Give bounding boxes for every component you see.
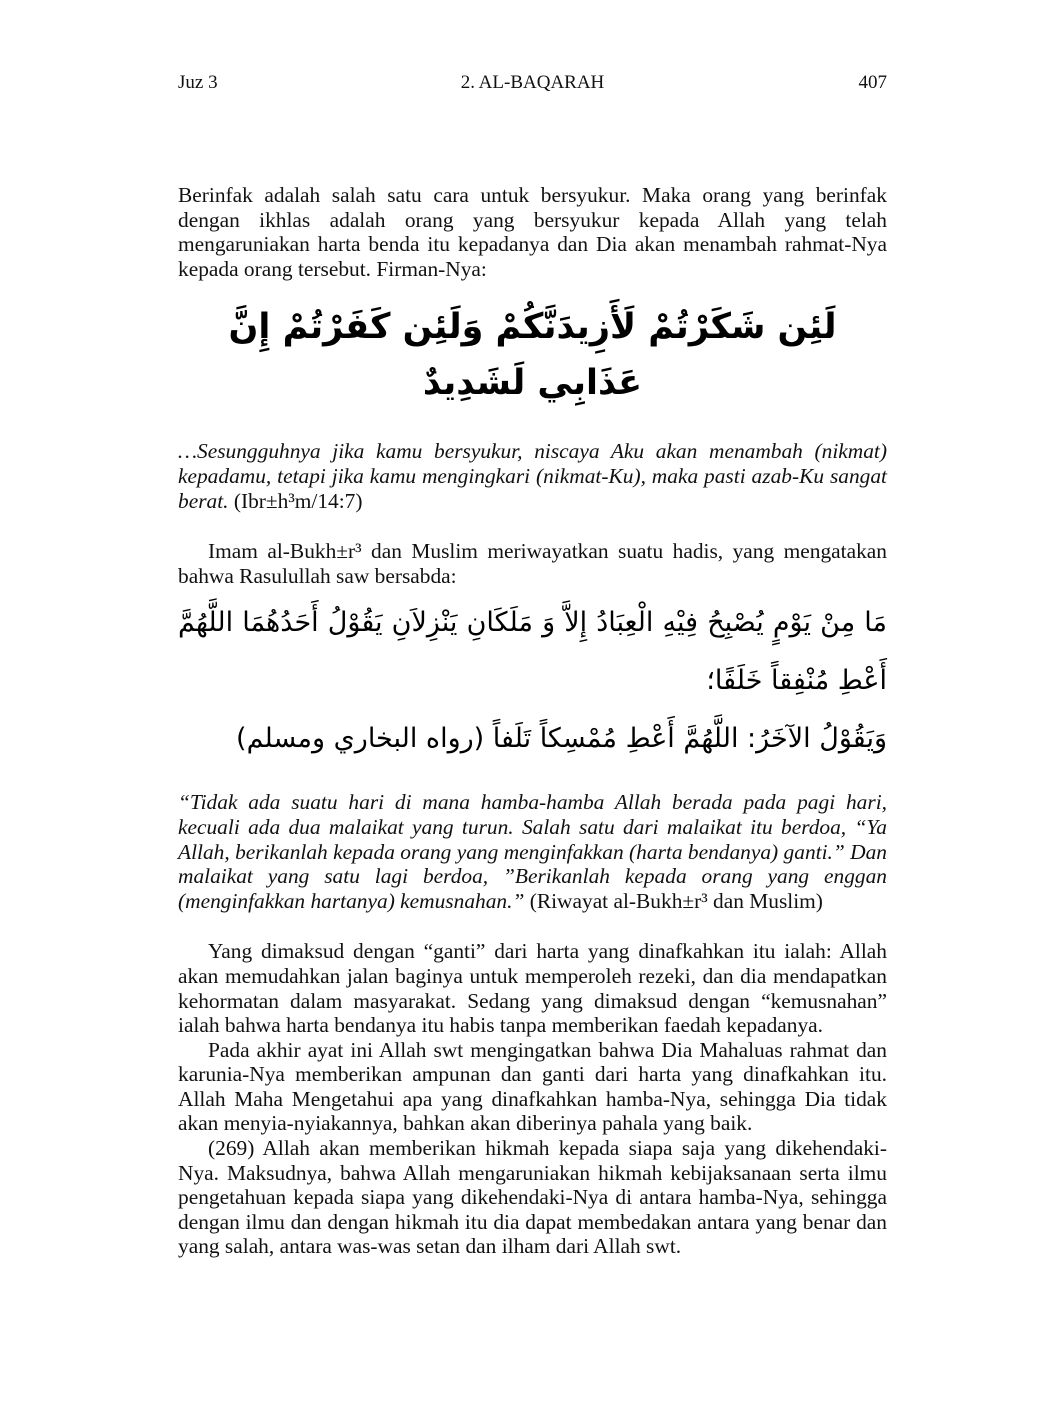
page-number: 407 — [858, 72, 887, 93]
verse-translation: …Sesungguhnya jika kamu bersyukur, niscaya Aku akan menambah (nikmat) kepadamu, tetapi jika kamu mengingkari (nikmat-Ku), maka pasti azab-Ku sangat berat. — [178, 439, 887, 513]
paragraph-end-of-verse: Pada akhir ayat ini Allah swt mengingatkan bahwa Dia Mahaluas rahmat dan karunia-Nya memberikan ampunan dan ganti dari harta yang dinafkahkan itu. Allah Maha Mengetahui apa yang dinafkahkan hamba-Nya, sehingga Dia tidak akan menyia-nyiakannya, bahkan akan diberinya pahala yang baik. — [178, 1037, 887, 1136]
hadith-arabic-line-1: مَا مِنْ يَوْمٍ يُصْبِحُ فِيْهِ الْعِبَادُ إِلاَّ وَ مَلَكَانِ يَنْزِلاَنِ يَقُوْلُ أَحَدُهُمَا اللَّهُمَّ أَعْطِ مُنْفِقاً خَلَفًا؛ — [178, 607, 887, 697]
quran-verse-arabic: لَئِن شَكَرْتُمْ لَأَزِيدَنَّكُمْ وَلَئِن كَفَرْتُمْ إِنَّ عَذَابِي لَشَدِيدٌ — [228, 307, 837, 404]
hadith-translation: “Tidak ada suatu hari di mana hamba-hamba Allah berada pada pagi hari, kecuali ada dua malaikat yang turun. Salah satu dari malaikat itu berdoa, “Ya Allah, berikanlah kepada orang yang menginfakkan (harta bendanya) ganti.” Dan malaikat yang satu lagi berdoa, ”Berikanlah kepada orang yang enggan (menginfakkan hartanya) kemusnahan.” — [178, 790, 887, 913]
verse-reference: (Ibr±h³m/14:7) — [233, 488, 363, 513]
paragraph-ganti-explanation: Yang dimaksud dengan “ganti” dari harta yang dinafkahkan itu ialah: Allah akan memudahkan jalan baginya untuk memperoleh rezeki, dan dia mendapatkan kehormatan dalam masyarakat. Sedang yang dimaksud dengan “kemusnahan” ialah bahwa harta bendanya itu habis tanpa memberikan faedah kepadanya. — [178, 939, 887, 1038]
hadith-arabic — [178, 594, 887, 768]
page-header — [178, 72, 887, 100]
juz-label: Juz 3 — [178, 72, 218, 93]
paragraph-intro: Berinfak adalah salah satu cara untuk bersyukur. Maka orang yang berinfak dengan ikhlas adalah orang yang bersyukur kepada Allah yang telah mengaruniakan harta benda itu kepadanya dan Dia akan menambah rahmat-Nya kepada orang tersebut. Firman-Nya: — [178, 183, 887, 281]
paragraph-verse-269: (269) Allah akan memberikan hikmah kepada siapa saja yang dikehendaki-Nya. Maksudnya, bahwa Allah mengaruniakan hikmah kebijaksanaan serta ilmu pengetahuan kepada siapa yang dikehendaki-Nya di antara hamba-Nya, sehingga dengan ilmu dan dengan hikmah itu dia dapat membedakan antara yang benar dan yang salah, antara was-was setan dan ilham dari Allah swt. — [178, 1136, 887, 1259]
page-body — [178, 183, 887, 1259]
hadith-translation-block — [178, 790, 887, 913]
paragraph-hadith-intro: Imam al-Bukh±r³ dan Muslim meriwayatkan suatu hadis, yang mengatakan bahwa Rasulullah saw bersabda: — [178, 539, 887, 588]
hadith-arabic-line-2: وَيَقُوْلُ الآخَرُ: اللَّهُمَّ أَعْطِ مُمْسِكاً تَلَفاً (رواه البخاري ومسلم) — [236, 723, 887, 755]
surah-title: 2. AL-BAQARAH — [460, 72, 605, 93]
hadith-reference: (Riwayat al-Bukh±r³ dan Muslim) — [529, 888, 823, 913]
verse-translation-block — [178, 439, 887, 513]
